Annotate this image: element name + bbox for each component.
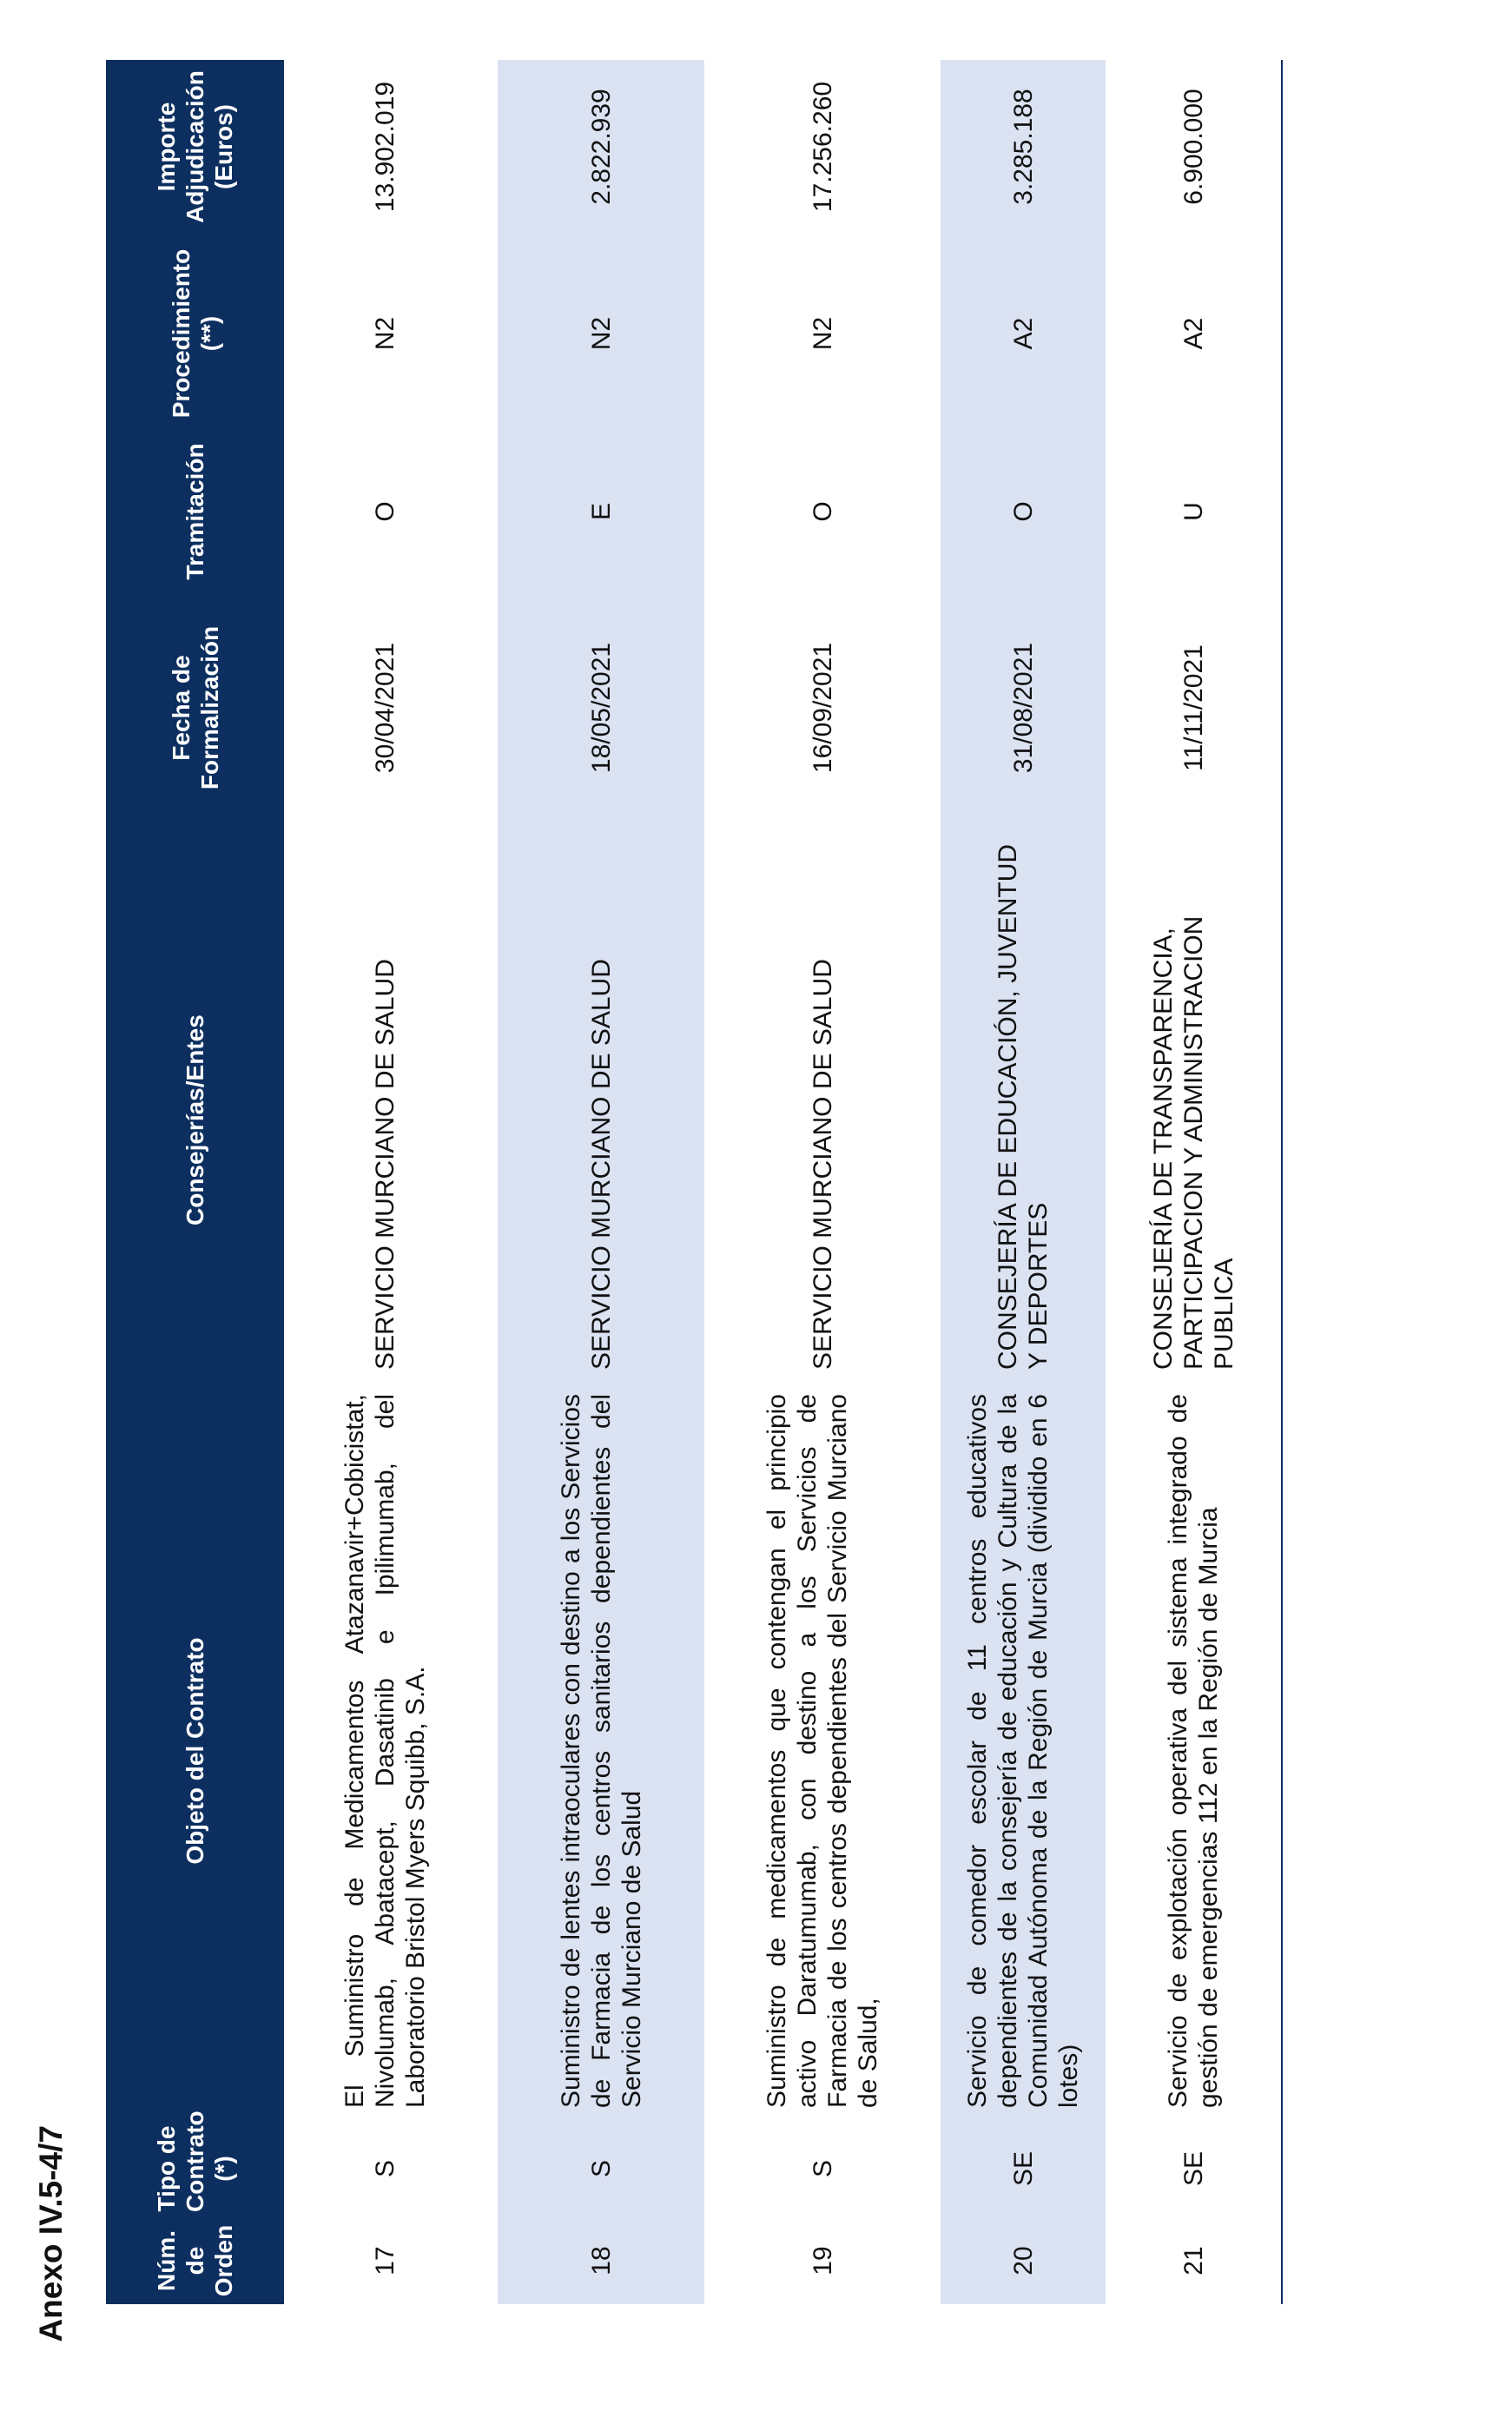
cell-objeto: Suministro de lentes intraoculares con destino a los Servicios de Farmacia de los centros sanitarios dependientes del Servicio Murciano de Salud xyxy=(498,1382,704,2120)
col-importe: Importe Adjudicación (Euros) xyxy=(106,60,284,234)
cell-procedimiento: N2 xyxy=(808,316,837,351)
cell-importe: 6.900.000 xyxy=(1106,60,1282,234)
annex-title: Anexo IV.5-4/7 xyxy=(33,2125,69,2342)
cell-fecha: 16/09/2021 xyxy=(808,642,837,774)
cell-procedimiento: N2 xyxy=(498,234,704,433)
cell-tramitacion: U xyxy=(1106,433,1282,590)
cell-tramitacion: O xyxy=(808,501,837,522)
cell-consejeria: SERVICIO MURCIANO DE SALUD xyxy=(498,826,704,1382)
row-gap xyxy=(704,60,716,2304)
contracts-table xyxy=(106,60,1283,2304)
table-row xyxy=(716,60,928,2304)
cell-objeto: Servicio de explotación operativa del sistema integrado de gestión de emergencias 112 en la Región de Murcia xyxy=(1106,1382,1282,2120)
cell-consejeria: CONSEJERÍA DE TRANSPARENCIA, PARTICIPACION Y ADMINISTRACION PUBLICA xyxy=(1106,826,1282,1382)
cell-procedimiento: A2 xyxy=(1106,234,1282,433)
table-row xyxy=(1106,60,1282,2304)
cell-num: 20 xyxy=(941,2217,1106,2304)
cell-objeto: El Suministro de Medicamentos Atazanavir+Cobicistat, Nivolumab, Abatacept, Dasatinib e Ipilimumab, del Laboratorio Bristol Myers Squibb, S.A. xyxy=(340,1394,430,2108)
cell-procedimiento: N2 xyxy=(370,316,399,351)
col-tipo-contrato: Tipo de Contrato (*) xyxy=(106,2120,284,2217)
cell-tramitacion: O xyxy=(370,501,399,522)
col-consejerias: Consejerías/Entes xyxy=(106,826,284,1382)
cell-num: 17 xyxy=(370,2246,399,2276)
cell-objeto: Suministro de medicamentos que contengan el principio activo Daratumumab, con destino a los Servicios de Farmacia de los centros dependientes del Servicio Murciano de Salud, xyxy=(763,1394,882,2108)
cell-tipo: S xyxy=(808,2160,837,2178)
cell-importe: 13.902.019 xyxy=(370,81,399,213)
cell-consejeria: SERVICIO MURCIANO DE SALUD xyxy=(370,959,399,1370)
col-procedimiento: Procedimiento (**) xyxy=(106,234,284,433)
cell-fecha: 31/08/2021 xyxy=(941,590,1106,826)
cell-tipo: SE xyxy=(941,2120,1106,2217)
table-header xyxy=(106,60,284,2304)
cell-fecha: 11/11/2021 xyxy=(1106,590,1282,826)
table-row xyxy=(941,60,1106,2304)
cell-tipo: S xyxy=(498,2120,704,2217)
cell-importe: 3.285.188 xyxy=(941,60,1106,234)
cell-fecha: 30/04/2021 xyxy=(370,642,399,774)
col-num-orden: Núm. de Orden xyxy=(106,2217,284,2304)
cell-consejeria: SERVICIO MURCIANO DE SALUD xyxy=(808,959,837,1370)
cell-tipo: S xyxy=(370,2160,399,2178)
table-row xyxy=(498,60,704,2304)
col-fecha: Fecha de Formalización xyxy=(106,590,284,826)
cell-tipo: SE xyxy=(1106,2120,1282,2217)
table-row xyxy=(284,60,485,2304)
cell-objeto: Servicio de comedor escolar de 11 centros educativos dependientes de la consejería de educación y Cultura de la Comunidad Autónoma de la Región de Murcia (dividido en 6 lotes) xyxy=(941,1382,1106,2120)
cell-tramitacion: E xyxy=(498,433,704,590)
cell-fecha: 18/05/2021 xyxy=(498,590,704,826)
cell-num: 21 xyxy=(1106,2217,1282,2304)
col-tramitacion: Tramitación xyxy=(106,433,284,590)
cell-procedimiento: A2 xyxy=(941,234,1106,433)
cell-consejeria: CONSEJERÍA DE EDUCACIÓN, JUVENTUD Y DEPORTES xyxy=(941,826,1106,1382)
cell-importe: 2.822.939 xyxy=(498,60,704,234)
row-gap xyxy=(928,60,941,2304)
col-objeto: Objeto del Contrato xyxy=(106,1382,284,2120)
cell-num: 19 xyxy=(808,2246,837,2276)
cell-importe: 17.256.260 xyxy=(808,81,837,213)
row-gap xyxy=(485,60,498,2304)
cell-tramitacion: O xyxy=(941,433,1106,590)
cell-num: 18 xyxy=(498,2217,704,2304)
